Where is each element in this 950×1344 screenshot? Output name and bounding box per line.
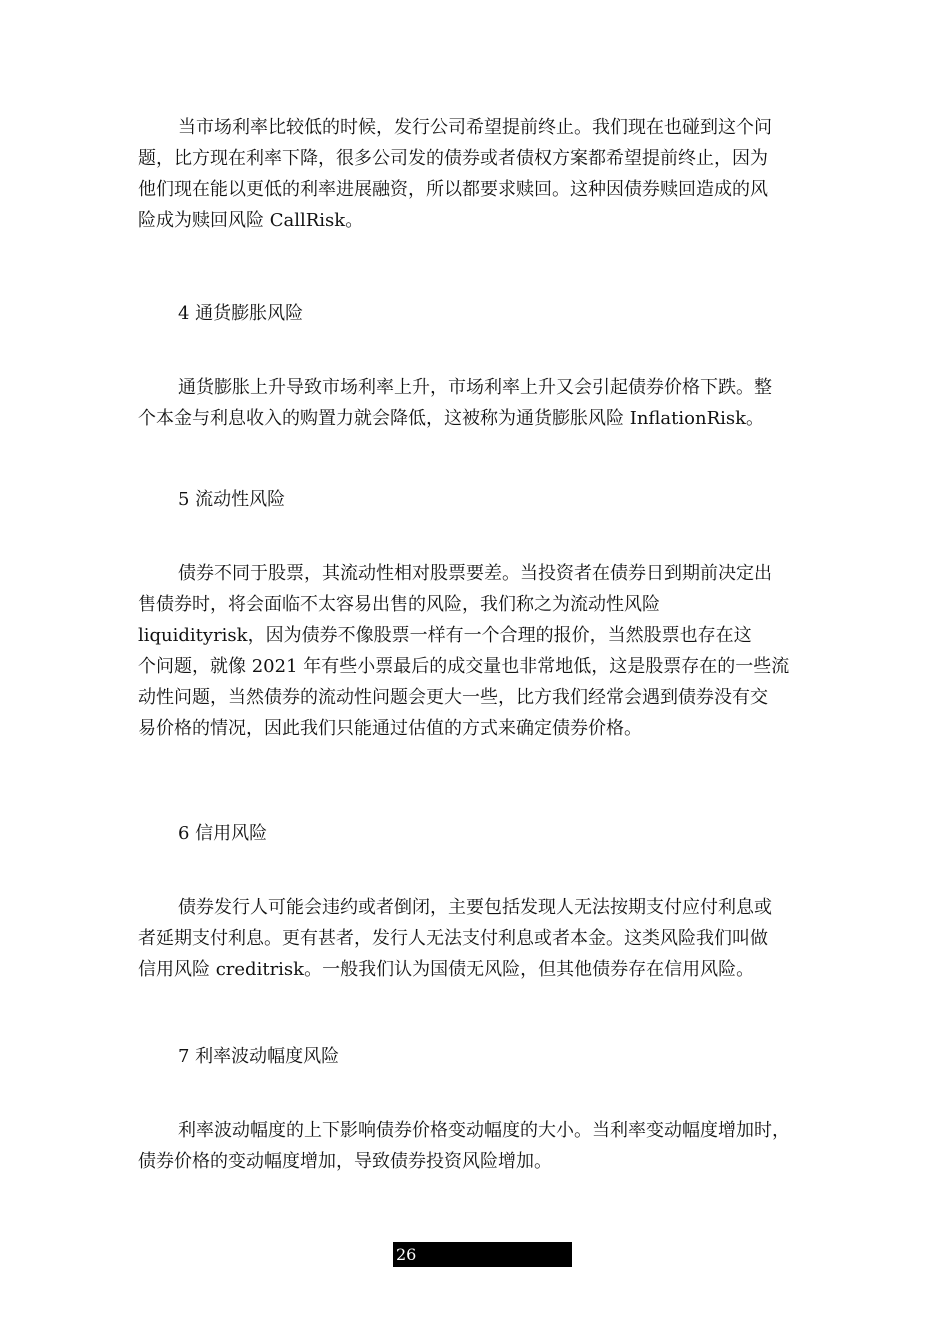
text-line: 通货膨胀上升导致市场利率上升，市场利率上升又会引起债券价格下跌。整	[178, 377, 772, 398]
paragraph-volatility	[138, 1115, 828, 1177]
section-heading-liquidity: 5 流动性风险	[178, 489, 286, 510]
text-line: 当市场利率比较低的时候，发行公司希望提前终止。我们现在也碰到这个问	[178, 117, 772, 138]
text-line: 债券发行人可能会违约或者倒闭，主要包括发现人无法按期支付应付利息或	[178, 897, 772, 918]
paragraph-liquidity	[138, 558, 828, 744]
text-line: 险成为赎回风险 CallRisk。	[138, 210, 364, 231]
section-heading-volatility: 7 利率波动幅度风险	[178, 1046, 340, 1067]
text-line: 题，比方现在利率下降，很多公司发的债券或者债权方案都希望提前终止，因为	[138, 148, 768, 169]
paragraph-credit	[138, 892, 828, 985]
text-line: 个问题，就像 2021 年有些小票最后的成交量也非常地低，这是股票存在的一些流	[138, 656, 790, 677]
text-line: 他们现在能以更低的利率进展融资，所以都要求赎回。这种因债券赎回造成的风	[138, 179, 768, 200]
text-line: 动性问题，当然债券的流动性问题会更大一些，比方我们经常会遇到债券没有交	[138, 687, 768, 708]
section-heading-credit: 6 信用风险	[178, 823, 268, 844]
text-line: 售债券时，将会面临不太容易出售的风险，我们称之为流动性风险	[138, 594, 660, 615]
text-line: 债券不同于股票，其流动性相对股票要差。当投资者在债券日到期前决定出	[178, 563, 772, 584]
page-number: 26	[393, 1242, 572, 1267]
paragraph-inflation	[138, 372, 828, 434]
section-heading-inflation: 4 通货膨胀风险	[178, 303, 304, 324]
text-line: 利率波动幅度的上下影响债券价格变动幅度的大小。当利率变动幅度增加时，	[178, 1120, 790, 1141]
text-line: liquidityrisk，因为债券不像股票一样有一个合理的报价，当然股票也存在这	[138, 625, 752, 646]
text-line: 个本金与利息收入的购置力就会降低，这被称为通货膨胀风险 InflationRisk。	[138, 408, 765, 429]
text-line: 债券价格的变动幅度增加，导致债券投资风险增加。	[138, 1151, 552, 1172]
text-line: 易价格的情况，因此我们只能通过估值的方式来确定债券价格。	[138, 718, 642, 739]
text-line: 者延期支付利息。更有甚者，发行人无法支付利息或者本金。这类风险我们叫做	[138, 928, 768, 949]
paragraph-call-risk	[138, 112, 828, 236]
text-line: 信用风险 creditrisk。一般我们认为国债无风险，但其他债券存在信用风险。	[138, 959, 755, 980]
